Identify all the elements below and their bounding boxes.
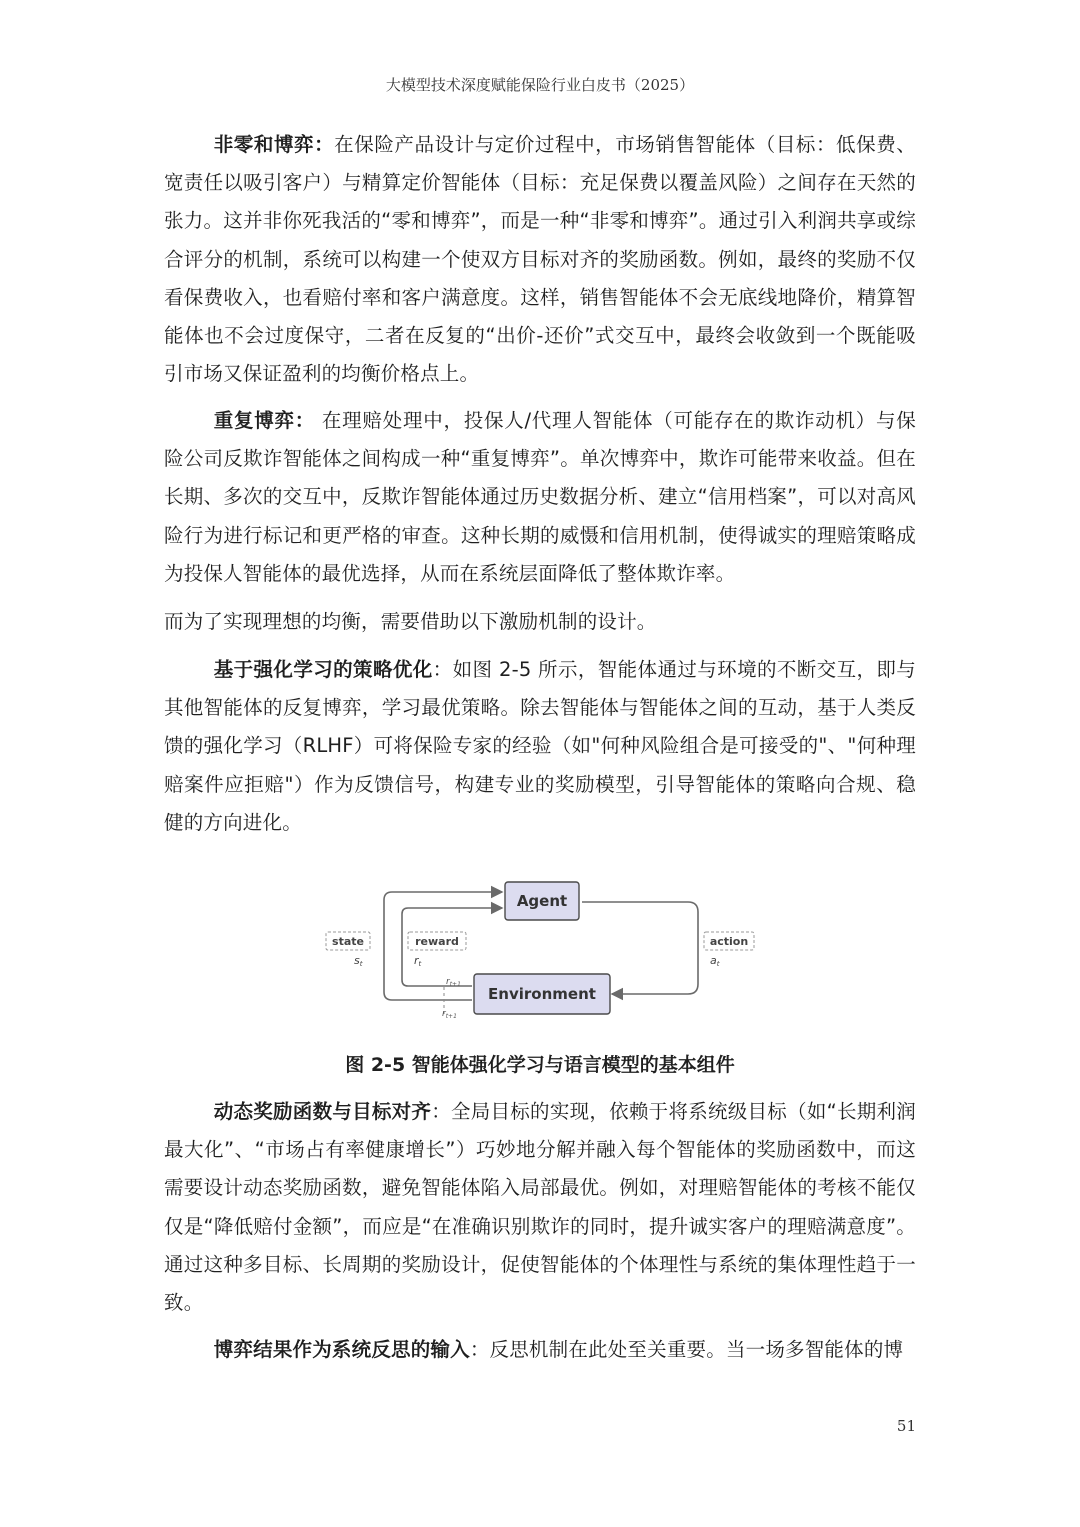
- action-tag-label: action: [709, 935, 749, 948]
- paragraph-lead: 博弈结果作为系统反思的输入: [213, 1338, 470, 1361]
- paragraph-rl-optimization: [164, 651, 916, 842]
- paragraph-non-zero-sum: [164, 126, 916, 393]
- paragraph-text: ：如图 2-5 所示，智能体通过与环境的不断交互，即与其他智能体的反复博弈，学习最优策略。除去智能体与智能体之间的互动，基于人类反馈的强化学习（RLHF）可将保险专家的经验（如"何种风险组合是可接受的"、"何种理赔案件应拒赔"）作为反馈信号，构建专业的奖励模型，引导智能体的策略向合规、稳健的方向进化。: [164, 658, 917, 834]
- paragraph-reflection-input: [164, 1331, 916, 1369]
- page-header: 大模型技术深度赋能保险行业白皮书（2025）: [385, 76, 695, 94]
- paragraph-text: ：全局目标的实现，依赖于将系统级目标（如“长期利润最大化”、“市场占有率健康增长”）巧妙地分解并融入每个智能体的奖励函数中，而这需要设计动态奖励函数，避免智能体陷入局部最优。例如，对理赔智能体的考核不能仅仅是“降低赔付金额”，而应是“在准确识别欺诈的同时，提升诚实客户的理赔满意度”。通过这种多目标、长周期的奖励设计，促使智能体的个体理性与系统的集体理性趋于一致。: [164, 1100, 916, 1315]
- paragraph-lead: 重复博弈：: [213, 409, 315, 432]
- page-number: 51: [896, 1417, 916, 1435]
- state-tag-label: state: [332, 935, 364, 948]
- reward-symbol: rt: [414, 954, 422, 968]
- environment-label: Environment: [488, 985, 596, 1003]
- action-symbol: at: [710, 954, 720, 968]
- paragraph-text: ：反思机制在此处至关重要。当一场多智能体的博: [469, 1338, 904, 1361]
- paragraph-text: 在理赔处理中，投保人/代理人智能体（可能存在的欺诈动机）与保险公司反欺诈智能体之间构成一种“重复博弈”。单次博弈中，欺诈可能带来收益。但在长期、多次的交互中，反欺诈智能体通过历史数据分析、建立“信用档案”，可以对高风险行为进行标记和更严格的审查。这种长期的威慑和信用机制，使得诚实的理赔策略成为投保人智能体的最优选择，从而在系统层面降低了整体欺诈率。: [164, 409, 916, 585]
- paragraph-text: 而为了实现理想的均衡，需要借助以下激励机制的设计。: [164, 610, 657, 633]
- paragraph-incentive-intro: [164, 603, 916, 641]
- figure-caption: 图 2-5 智能体强化学习与语言模型的基本组件: [345, 1054, 735, 1076]
- state-symbol: st: [354, 954, 363, 968]
- rl-diagram: [320, 872, 760, 1032]
- paragraph-lead: 非零和博弈：: [213, 133, 335, 156]
- paragraph-text: 在保险产品设计与定价过程中，市场销售智能体（目标：低保费、宽责任以吸引客户）与精算定价智能体（目标：充足保费以覆盖风险）之间存在天然的张力。这并非你死我活的“零和博弈”，而是一种“非零和博弈”。通过引入利润共享或综合评分的机制，系统可以构建一个使双方目标对齐的奖励函数。例如，最终的奖励不仅看保费收入，也看赔付率和客户满意度。这样，销售智能体不会无底线地降价，精算智能体也不会过度保守，二者在反复的“出价-还价”式交互中，最终会收敛到一个既能吸引市场又保证盈利的均衡价格点上。: [164, 133, 916, 386]
- paragraph-lead: 动态奖励函数与目标对齐: [213, 1100, 432, 1123]
- paragraph-repeated-game: [164, 402, 916, 593]
- agent-label: Agent: [516, 892, 568, 910]
- next-state-symbol: $r_{t+1}$: [442, 1009, 457, 1020]
- paragraph-lead: 基于强化学习的策略优化: [213, 658, 433, 681]
- paragraph-dynamic-reward: [164, 1093, 916, 1322]
- reward-tag-label: reward: [415, 935, 459, 948]
- next-reward-symbol: $r_{t+1}$: [446, 977, 461, 988]
